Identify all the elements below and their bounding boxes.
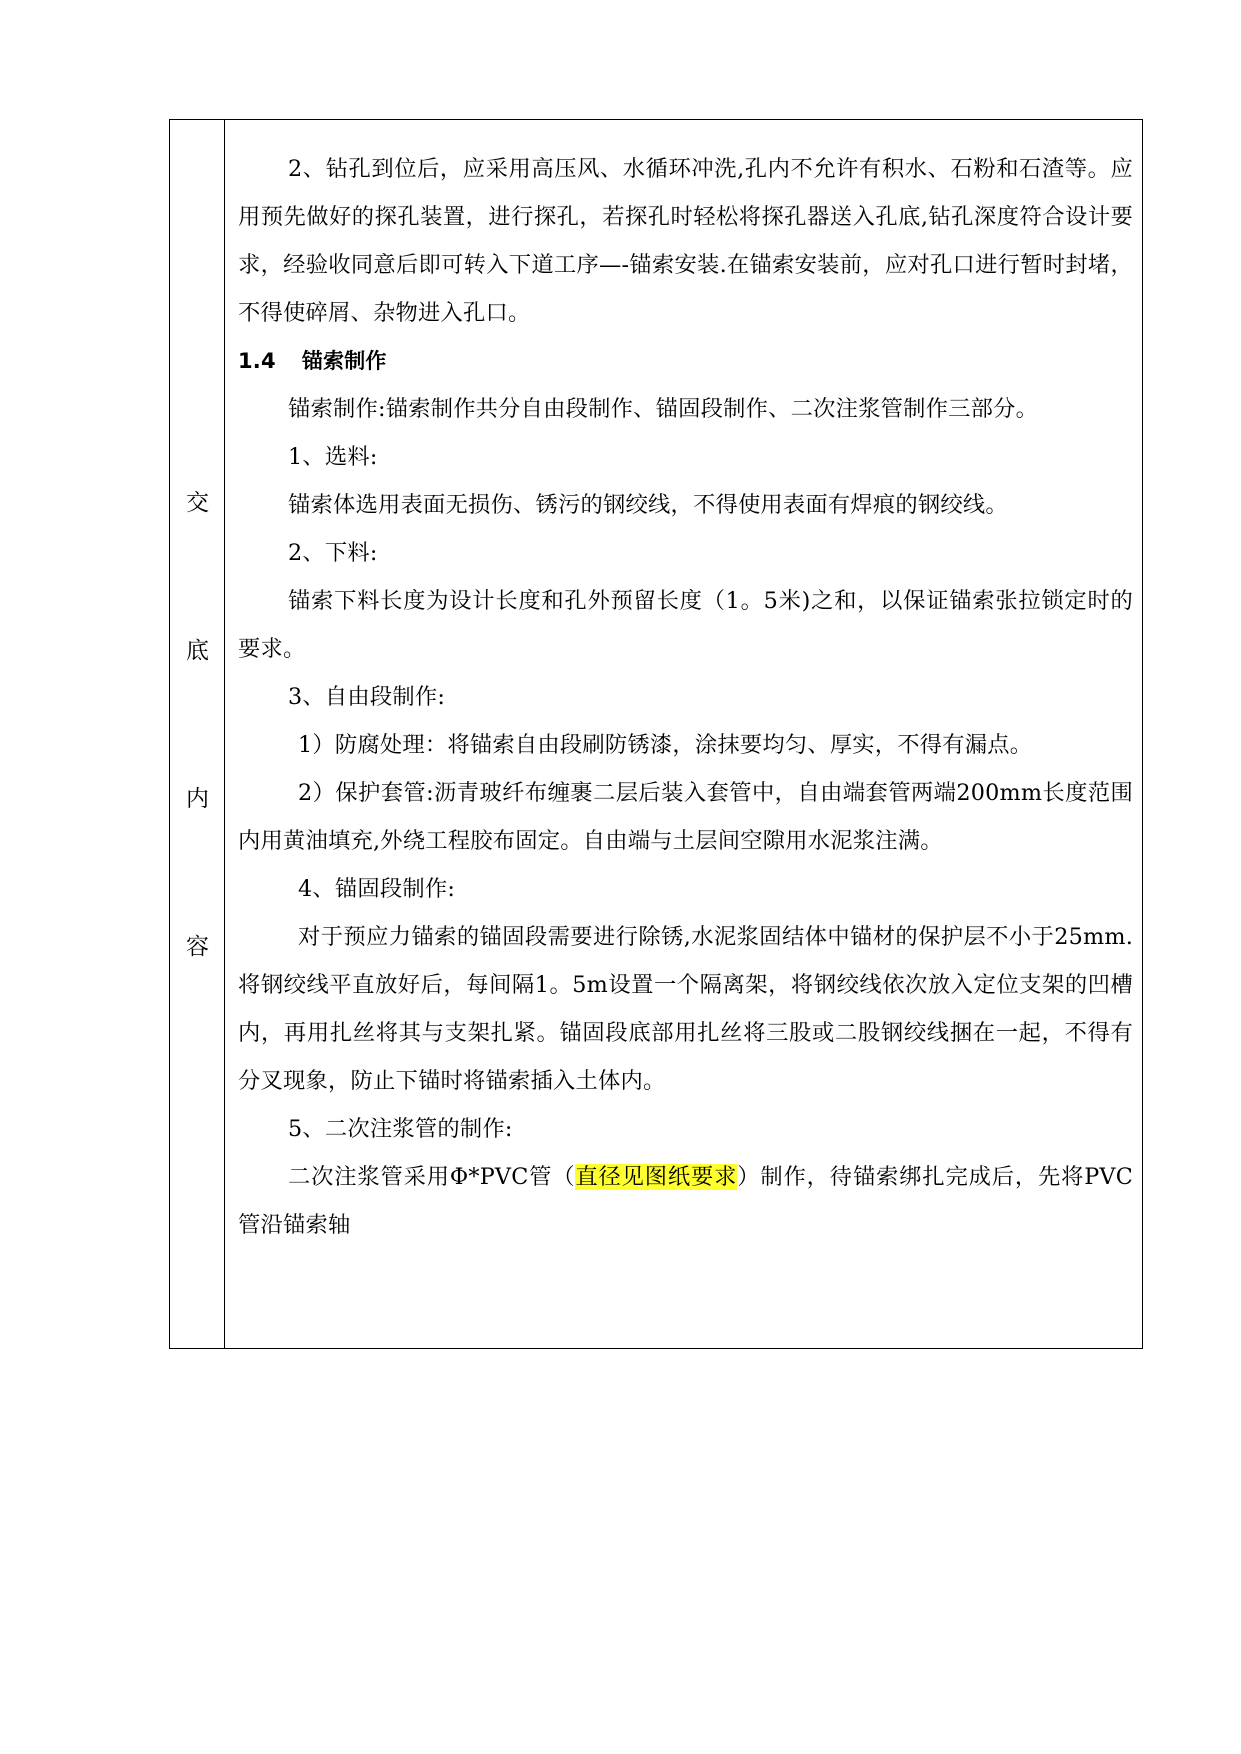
highlighted-note: 直径见图纸要求: [575, 1164, 738, 1190]
paragraph-step4-body: 对于预应力锚索的锚固段需要进行除锈,水泥浆固结体中锚材的保护层不小于25mm.将钢绞线平直放好后，每间隔1。5m设置一个隔离架，将钢绞线依次放入定位支架的凹槽内，再用扎丝将其与支架扎紧。锚固段底部用扎丝将三股或二股钢绞线捆在一起，不得有分叉现象，防止下锚时将锚索插入土体内。: [238, 924, 1133, 1094]
paragraph-step2-body: 锚索下料长度为设计长度和孔外预留长度（1。5米)之和，以保证锚索张拉锁定时的要求。: [238, 588, 1133, 662]
disclosure-table: [169, 119, 1143, 1349]
paragraph-step5-body: [238, 1153, 1133, 1249]
paragraph-overview: 锚索制作:锚索制作共分自由段制作、锚固段制作、二次注浆管制作三部分。: [288, 396, 1039, 422]
label-char-rong: 容: [186, 934, 209, 960]
paragraph-step1-title: 1、选料:: [288, 444, 378, 470]
section-number: 1.4: [238, 349, 276, 373]
section-title: 锚索制作: [301, 349, 387, 373]
paragraph-step4-title: 4、锚固段制作:: [298, 876, 456, 902]
paragraph-drilling: 2、钻孔到位后，应采用高压风、水循环冲洗,孔内不允许有积水、石粉和石渣等。应用预先做好的探孔装置，进行探孔，若探孔时轻松将探孔器送入孔底,钻孔深度符合设计要求，经验收同意后即可转入下道工序—-锚索安装.在锚索安装前，应对孔口进行暂时封堵，不得使碎屑、杂物进入孔口。: [238, 156, 1133, 326]
paragraph-step2-title: 2、下料:: [288, 540, 378, 566]
label-char-nei: 内: [186, 786, 209, 812]
paragraph-step3-title: 3、自由段制作:: [288, 684, 446, 710]
label-column: [170, 120, 225, 1348]
step5-text-before: 二次注浆管采用Φ*PVC管（: [288, 1164, 576, 1190]
paragraph-step3-item1: 1）防腐处理：将锚索自由段刷防锈漆，涂抹要均匀、厚实，不得有漏点。: [298, 732, 1033, 758]
label-char-jiao: 交: [186, 490, 209, 516]
section-heading: [238, 337, 1133, 385]
paragraph-step5-title: 5、二次注浆管的制作:: [288, 1116, 513, 1142]
paragraph-step1-body: 锚索体选用表面无损伤、锈污的钢绞线，不得使用表面有焊痕的钢绞线。: [288, 492, 1008, 518]
paragraph-step3-item2: 2）保护套管:沥青玻纤布缠裹二层后装入套管中，自由端套管两端200mm长度范围内用黄油填充,外绕工程胶布固定。自由端与土层间空隙用水泥浆注满。: [238, 780, 1133, 854]
label-char-di: 底: [186, 638, 209, 664]
content-cell: [238, 145, 1133, 1249]
step5-text-after: ）制作，待锚索绑扎完成后，先将PVC管沿锚索轴: [238, 1164, 1133, 1238]
